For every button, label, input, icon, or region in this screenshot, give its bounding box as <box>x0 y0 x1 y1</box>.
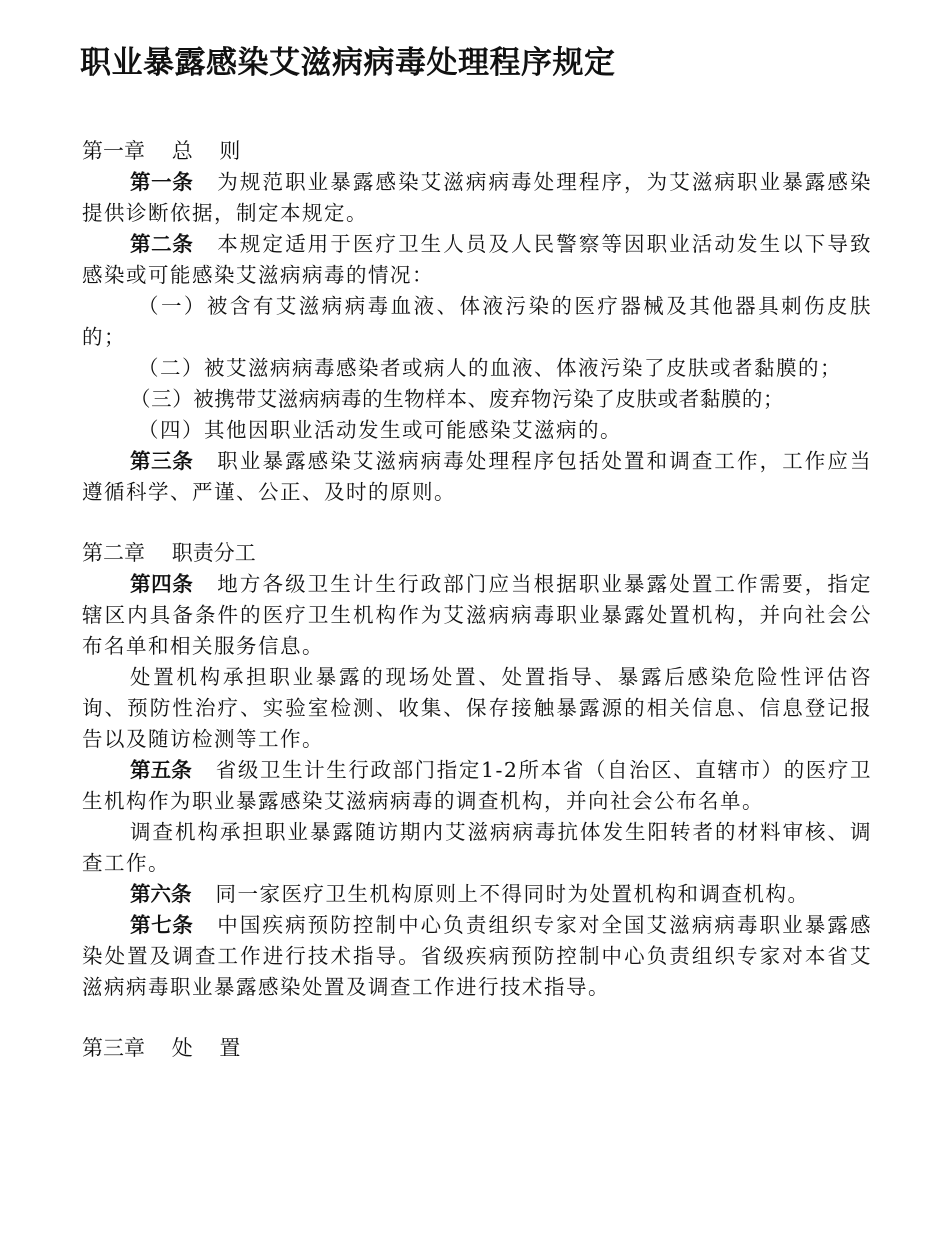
article <box>82 167 872 229</box>
chapter-heading: 第一章 总 则 <box>82 139 241 163</box>
article <box>82 569 872 662</box>
list-item: （三）被携带艾滋病病毒的生物样本、废弃物污染了皮肤或者黏膜的； <box>130 387 785 411</box>
article <box>82 910 872 1003</box>
article-label: 第六条 <box>130 882 192 906</box>
article-label: 第四条 <box>130 572 194 596</box>
article-label: 第三条 <box>130 449 194 473</box>
article-text: 职业暴露感染艾滋病病毒处理程序包括处置和调查工作，工作应当遵循科学、严谨、公正、及时的原则。 <box>82 449 873 504</box>
article-label: 第七条 <box>130 913 194 937</box>
article <box>82 229 872 291</box>
article-text: 为规范职业暴露感染艾滋病病毒处理程序，为艾滋病职业暴露感染提供诊断依据，制定本规定。 <box>82 170 873 225</box>
article-label: 第二条 <box>130 232 194 256</box>
article-text: 地方各级卫生计生行政部门应当根据职业暴露处置工作需要，指定辖区内具备条件的医疗卫生机构作为艾滋病病毒职业暴露处置机构，并向社会公布名单和相关服务信息。 <box>82 572 873 658</box>
document-page <box>82 38 872 1064</box>
article-label: 第五条 <box>130 758 192 782</box>
chapter-heading: 第三章 处 置 <box>82 1036 241 1060</box>
article-label: 第一条 <box>130 170 194 194</box>
list-item: （二）被艾滋病病毒感染者或病人的血液、体液污染了皮肤或者黏膜的； <box>138 356 842 380</box>
paragraph: 处置机构承担职业暴露的现场处置、处置指导、暴露后感染危险性评估咨询、预防性治疗、实验室检测、收集、保存接触暴露源的相关信息、信息登记报告以及随访检测等工作。 <box>82 665 872 751</box>
article-text: 中国疾病预防控制中心负责组织专家对全国艾滋病病毒职业暴露感染处置及调查工作进行技术指导。省级疾病预防控制中心负责组织专家对本省艾滋病病毒职业暴露感染处置及调查工作进行技术指导。 <box>82 913 873 999</box>
article-text: 本规定适用于医疗卫生人员及人民警察等因职业活动发生以下导致感染或可能感染艾滋病病毒的情况： <box>82 232 873 287</box>
article-text: 同一家医疗卫生机构原则上不得同时为处置机构和调查机构。 <box>215 882 810 906</box>
list-item: （四）其他因职业活动发生或可能感染艾滋病的。 <box>138 418 622 442</box>
paragraph: 调查机构承担职业暴露随访期内艾滋病病毒抗体发生阳转者的材料审核、调查工作。 <box>82 820 872 875</box>
document-title: 职业暴露感染艾滋病病毒处理程序规定 <box>80 45 616 81</box>
article <box>82 879 872 910</box>
article <box>82 446 872 508</box>
list-item: （一）被含有艾滋病病毒血液、体液污染的医疗器械及其他器具刺伤皮肤的； <box>82 294 872 349</box>
article-text: 省级卫生计生行政部门指定1-2所本省（自治区、直辖市）的医疗卫生机构作为职业暴露感染艾滋病病毒的调查机构，并向社会公布名单。 <box>82 758 873 813</box>
chapter-heading: 第二章 职责分工 <box>82 541 256 565</box>
article <box>82 755 872 817</box>
